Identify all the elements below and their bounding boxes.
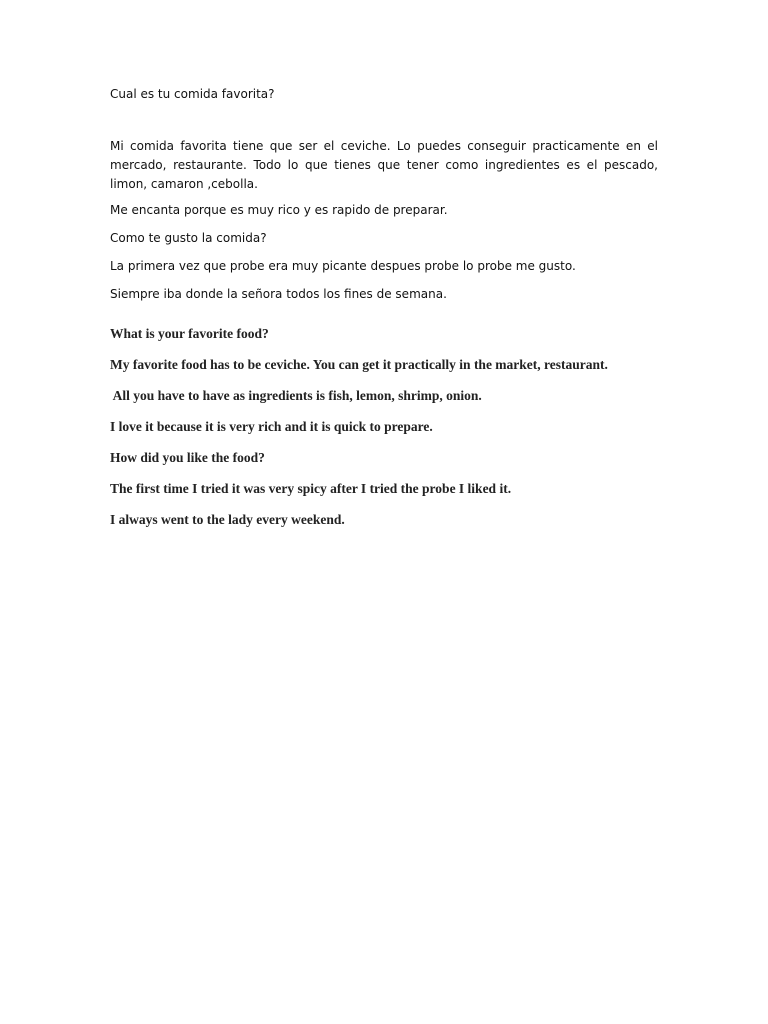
spanish-answer-ceviche: Mi comida favorita tiene que ser el ceviche. Lo puedes conseguir practicamente en el mercado, restaurante. Todo lo que tienes que tener como ingredientes es el pescado, limon, camaron ,cebolla. — [110, 139, 658, 191]
english-question-how-liked: How did you like the food? — [110, 450, 265, 465]
spanish-question-favorite-food: Cual es tu comida favorita? — [110, 87, 275, 101]
english-ingredients: All you have to have as ingredients is fish, lemon, shrimp, onion. — [110, 388, 482, 403]
spanish-habit: Siempre iba donde la señora todos los fines de semana. — [110, 287, 447, 301]
spanish-answer-spicy: La primera vez que probe era muy picante despues probe lo probe me gusto. — [110, 259, 576, 273]
english-question-favorite-food: What is your favorite food? — [110, 326, 269, 341]
english-reason: I love it because it is very rich and it is quick to prepare. — [110, 419, 433, 434]
spanish-question-how-liked: Como te gusto la comida? — [110, 231, 267, 245]
english-answer-ceviche: My favorite food has to be ceviche. You can get it practically in the market, restaurant. — [110, 357, 608, 372]
english-answer-spicy: The first time I tried it was very spicy after I tried the probe I liked it. — [110, 481, 512, 496]
spanish-reason: Me encanta porque es muy rico y es rapido de preparar. — [110, 203, 448, 217]
english-habit: I always went to the lady every weekend. — [110, 512, 345, 527]
